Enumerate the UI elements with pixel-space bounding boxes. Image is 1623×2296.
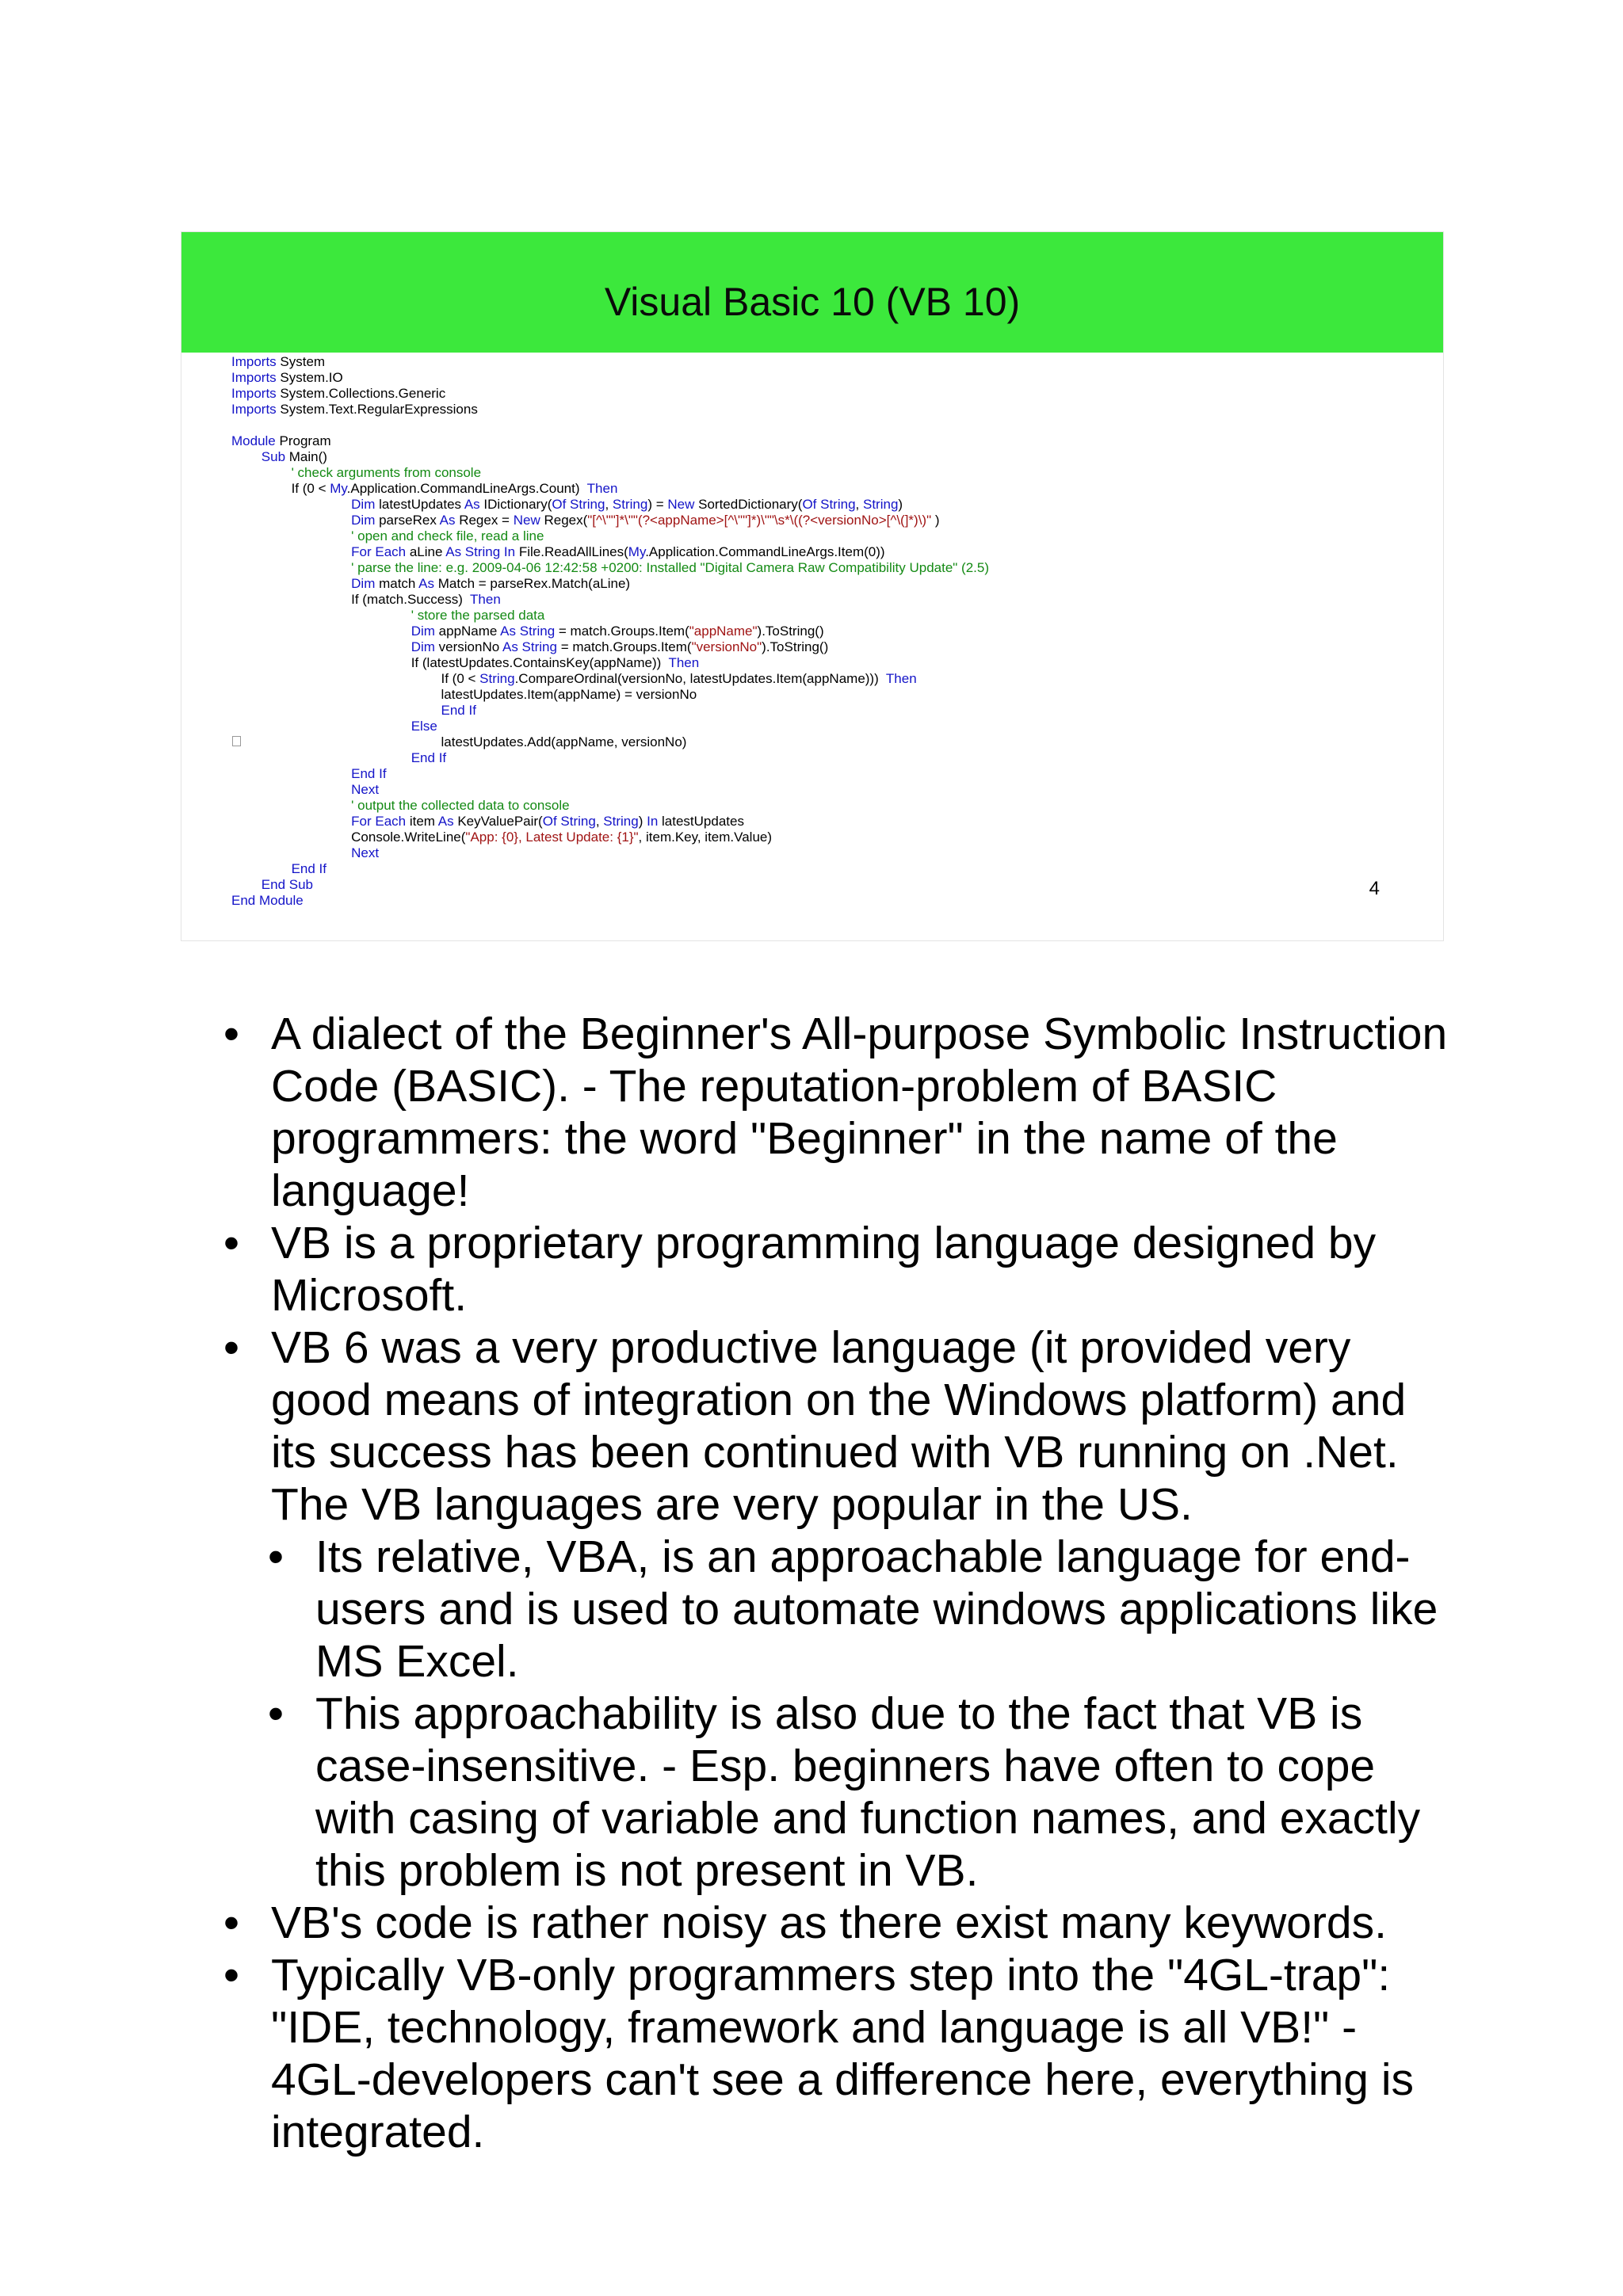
code-token: String [479, 671, 515, 686]
code-line [231, 830, 989, 845]
code-token: As [437, 814, 454, 829]
code-token: latestUpdates.Add(appName, versionNo) [231, 734, 687, 749]
code-token: As [439, 513, 456, 528]
code-token: Of String [552, 497, 605, 512]
code-token [231, 465, 292, 480]
code-line [231, 481, 989, 497]
code-token: End If [351, 766, 387, 781]
code-token: As String [500, 624, 556, 639]
code-token [231, 528, 351, 543]
code-token [231, 861, 292, 876]
code-token: End Sub [261, 877, 314, 892]
code-line [231, 560, 989, 576]
code-token: , item.Key, item.Value) [638, 830, 773, 845]
code-token: New [667, 497, 695, 512]
code-line [231, 845, 989, 861]
slide-page-number: 4 [1369, 878, 1380, 899]
code-token: ' parse the line: e.g. 2009-04-06 12:42:58 +0200: Installed "Digital Camera Raw Compatibility Update" (2.5) [351, 560, 989, 575]
code-token: IDictionary( [479, 497, 552, 512]
code-token: latestUpdates [658, 814, 744, 829]
code-token: Imports [231, 370, 277, 385]
code-token: ).ToString() [762, 639, 829, 654]
code-token: System.Text.RegularExpressions [276, 402, 478, 417]
code-token: ' store the parsed data [411, 608, 545, 623]
code-token: If (0 < [231, 481, 330, 496]
code-token: .CompareOrdinal(versionNo, latestUpdates.Item(appName))) [514, 671, 886, 686]
code-token [231, 624, 411, 639]
code-token: Dim [351, 513, 376, 528]
code-token: SortedDictionary( [694, 497, 803, 512]
code-token: As String [502, 639, 557, 654]
code-line [231, 528, 989, 544]
notes-bullet-list [223, 1008, 1460, 2158]
code-token: End If [441, 703, 476, 718]
code-token: Module [231, 433, 276, 448]
code-token: Match = parseRex.Match(aLine) [434, 576, 631, 591]
code-line [231, 513, 989, 528]
code-token: "App: {0}, Latest Update: {1}" [465, 830, 639, 845]
code-token: As String In [445, 544, 516, 559]
code-token: End If [291, 861, 327, 876]
code-token: Next [351, 845, 380, 860]
code-line [231, 386, 989, 402]
code-token: For Each [351, 544, 407, 559]
sub-bullet-item: • Its relative, VBA, is an approachable language for end-users and is used to automate windows applications like MS Excel. [223, 1531, 1460, 1688]
code-token: , [595, 814, 604, 829]
code-token: .Application.CommandLineArgs.Count) [346, 481, 587, 496]
code-line [231, 576, 989, 592]
code-line [231, 734, 989, 750]
code-token: Dim [351, 497, 376, 512]
code-token: Then [885, 671, 917, 686]
code-line [231, 497, 989, 513]
code-token [231, 639, 411, 654]
code-token [231, 719, 411, 734]
code-token [231, 766, 351, 781]
code-token: Then [668, 655, 700, 670]
code-token: , [605, 497, 613, 512]
code-token: ) [638, 814, 647, 829]
code-line [231, 766, 989, 782]
code-line [231, 814, 989, 830]
code-line [231, 687, 989, 703]
code-token: Imports [231, 354, 277, 369]
code-token: Then [586, 481, 618, 496]
code-token: match [375, 576, 419, 591]
code-token: ' output the collected data to console [351, 798, 570, 813]
code-token: aLine [406, 544, 446, 559]
code-line [231, 639, 989, 655]
code-token [231, 560, 351, 575]
code-token: "versionNo" [691, 639, 762, 654]
code-line [231, 798, 989, 814]
code-line [231, 370, 989, 386]
code-token: Dim [351, 576, 376, 591]
code-token: Imports [231, 386, 277, 401]
code-token [231, 608, 411, 623]
code-token: My [628, 544, 646, 559]
code-line [231, 418, 989, 433]
code-token: ) [898, 497, 903, 512]
code-token: appName [434, 624, 501, 639]
code-line [231, 608, 989, 624]
code-token: Dim [411, 624, 435, 639]
sub-bullet-item: • This approachability is also due to the fact that VB is case-insensitive. - Esp. beginners have often to cope with casing of variable and function names, and exactly this problem is not present in VB. [223, 1688, 1460, 1897]
code-line [231, 893, 989, 909]
code-token: Imports [231, 402, 277, 417]
code-token: KeyValuePair( [453, 814, 543, 829]
code-token: Next [351, 782, 380, 797]
code-token: String [863, 497, 899, 512]
code-token [231, 576, 351, 591]
code-line [231, 782, 989, 798]
code-token [231, 750, 411, 765]
code-token: My [330, 481, 347, 496]
code-line [231, 544, 989, 560]
code-token: System.Collections.Generic [276, 386, 446, 401]
bullet-item: • VB's code is rather noisy as there exist many keywords. [223, 1897, 1460, 1949]
code-line [231, 402, 989, 418]
code-line [231, 624, 989, 639]
code-token: ) = [647, 497, 668, 512]
code-token: Sub [261, 449, 286, 464]
code-token: File.ReadAllLines( [515, 544, 628, 559]
code-token: String [612, 497, 648, 512]
bullet-item: • A dialect of the Beginner's All-purpose Symbolic Instruction Code (BASIC). - The reputation-problem of BASIC programmers: the word "Beginner" in the name of the language! [223, 1008, 1460, 1217]
code-token: "[^\""]*\""(?<appName>[^\""]*)\""\s*\((?<versionNo>[^\(]*)\)" [587, 513, 932, 528]
bullet-item: • VB 6 was a very productive language (it provided very good means of integration on the Windows platform) and its success has been continued with VB running on .Net. The VB languages are very popular in the US. [223, 1322, 1460, 1531]
code-token: ) [931, 513, 940, 528]
bullet-item: • Typically VB-only programmers step into the "4GL-trap": "IDE, technology, framework and language is all VB!" - 4GL-developers can't see a difference here, everything is integrated. [223, 1949, 1460, 2158]
code-token: latestUpdates.Item(appName) = versionNo [231, 687, 697, 702]
code-token: Of String [542, 814, 596, 829]
code-token [231, 877, 262, 892]
code-token: .Application.CommandLineArgs.Item(0)) [645, 544, 885, 559]
code-token: End If [411, 750, 447, 765]
code-token [231, 782, 351, 797]
code-token: New [513, 513, 540, 528]
code-token: latestUpdates [375, 497, 464, 512]
code-token: If (match.Success) [231, 592, 471, 607]
code-line [231, 433, 989, 449]
code-token: ' check arguments from console [291, 465, 482, 480]
code-token: If (latestUpdates.ContainsKey(appName)) [231, 655, 669, 670]
code-token: Main() [285, 449, 327, 464]
code-token: Dim [411, 639, 435, 654]
code-token: item [406, 814, 438, 829]
code-token [231, 449, 262, 464]
code-token: System [276, 354, 326, 369]
code-token [231, 845, 351, 860]
code-line [231, 719, 989, 734]
code-token: System.IO [276, 370, 343, 385]
code-token: parseRex [375, 513, 440, 528]
code-token: End Module [231, 893, 304, 908]
code-token [231, 703, 441, 718]
code-line [231, 750, 989, 766]
code-token: Regex = [455, 513, 514, 528]
code-token: String [603, 814, 639, 829]
code-token: As [418, 576, 435, 591]
code-line [231, 354, 989, 370]
slide-title: Visual Basic 10 (VB 10) [604, 280, 1021, 324]
code-token: "appName" [689, 624, 758, 639]
code-line [231, 671, 989, 687]
placeholder-glyph-icon [232, 736, 241, 746]
code-line [231, 465, 989, 481]
bullet-item: • VB is a proprietary programming language designed by Microsoft. [223, 1217, 1460, 1322]
code-token [231, 513, 351, 528]
code-line [231, 592, 989, 608]
code-token: = match.Groups.Item( [555, 624, 689, 639]
code-token [231, 497, 351, 512]
code-listing [231, 354, 989, 909]
code-token: versionNo [434, 639, 502, 654]
code-line [231, 655, 989, 671]
code-token: Else [411, 719, 437, 734]
code-token: If (0 < [231, 671, 480, 686]
code-token: As [464, 497, 480, 512]
code-token: Program [275, 433, 331, 448]
code-token: ).ToString() [757, 624, 824, 639]
code-token [231, 814, 351, 829]
code-token [231, 798, 351, 813]
code-line [231, 861, 989, 877]
code-token [231, 544, 351, 559]
code-token: Console.WriteLine( [231, 830, 466, 845]
code-token: In [647, 814, 659, 829]
code-token: , [855, 497, 863, 512]
code-line [231, 449, 989, 465]
code-token: For Each [351, 814, 407, 829]
code-token: ' open and check file, read a line [351, 528, 544, 543]
code-token: = match.Groups.Item( [556, 639, 692, 654]
code-token: Of String [802, 497, 856, 512]
slide-thumbnail [181, 231, 1444, 941]
code-token: Then [470, 592, 501, 607]
code-token: Regex( [540, 513, 588, 528]
slide-header [181, 232, 1443, 353]
code-line [231, 703, 989, 719]
code-line [231, 877, 989, 893]
